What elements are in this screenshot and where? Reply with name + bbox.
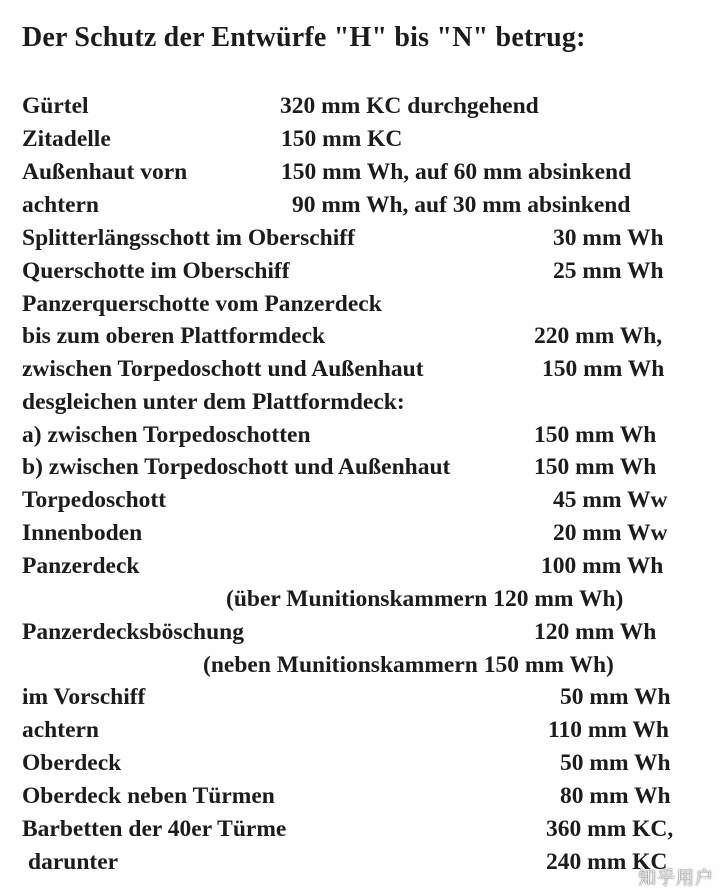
row-value: 100 mm Wh (541, 553, 664, 579)
row-value: 25 mm Wh (553, 258, 664, 284)
row-value: 30 mm Wh (553, 225, 664, 251)
row-value: 150 mm Wh, auf 60 mm absinkend (281, 159, 632, 185)
row-label: zwischen Torpedoschott und Außenhaut (22, 356, 424, 382)
row-label: Panzerdeck (22, 553, 140, 579)
row-value: 150 mm Wh (542, 356, 665, 382)
row-label: im Vorschiff (22, 684, 146, 710)
row-value: 150 mm Wh (534, 422, 657, 448)
row-value: 50 mm Wh (560, 750, 671, 776)
row-value: 45 mm Ww (553, 487, 668, 513)
row-label: a) zwischen Torpedoschotten (22, 422, 311, 448)
row-value: 360 mm KC, (546, 816, 674, 842)
row-label: Panzerquerschotte vom Panzerdeck (22, 291, 382, 317)
row-label: Oberdeck neben Türmen (22, 783, 275, 809)
row-label: Torpedoschott (22, 487, 167, 513)
row-value: 50 mm Wh (560, 684, 671, 710)
row-value: 320 mm KC durchgehend (280, 93, 539, 119)
row-note: (über Munitionskammern 120 mm Wh) (226, 586, 624, 612)
row-label: Innenboden (22, 520, 143, 546)
row-label: Zitadelle (22, 126, 111, 152)
row-label: desgleichen unter dem Plattformdeck: (22, 389, 405, 415)
row-label: darunter (28, 849, 119, 875)
row-label: b) zwischen Torpedoschott und Außenhaut (22, 454, 451, 480)
watermark: 知乎用户 (638, 868, 714, 889)
row-label: Splitterlängsschott im Oberschiff (22, 225, 355, 251)
row-label: Panzerdecksböschung (22, 619, 244, 645)
row-value: 220 mm Wh, (534, 323, 663, 349)
row-value: 110 mm Wh (548, 717, 669, 743)
row-value: 150 mm Wh (534, 454, 657, 480)
row-value: 90 mm Wh, auf 30 mm absinkend (292, 192, 631, 218)
row-label: Gürtel (22, 93, 89, 119)
document-title: Der Schutz der Entwürfe "H" bis "N" betrug: (22, 22, 586, 53)
row-note: (neben Munitionskammern 150 mm Wh) (203, 652, 614, 678)
row-label: Oberdeck (22, 750, 122, 776)
row-label: achtern (22, 717, 100, 743)
row-label: Barbetten der 40er Türme (22, 816, 287, 842)
row-value: 240 mm KC (546, 849, 668, 875)
row-label: Außenhaut vorn (22, 159, 188, 185)
row-value: 120 mm Wh (534, 619, 657, 645)
row-value: 150 mm KC (281, 126, 403, 152)
row-value: 80 mm Wh (560, 783, 671, 809)
row-label: achtern (22, 192, 100, 218)
row-label: Querschotte im Oberschiff (22, 258, 290, 284)
row-value: 20 mm Ww (553, 520, 668, 546)
row-label: bis zum oberen Plattformdeck (22, 323, 326, 349)
